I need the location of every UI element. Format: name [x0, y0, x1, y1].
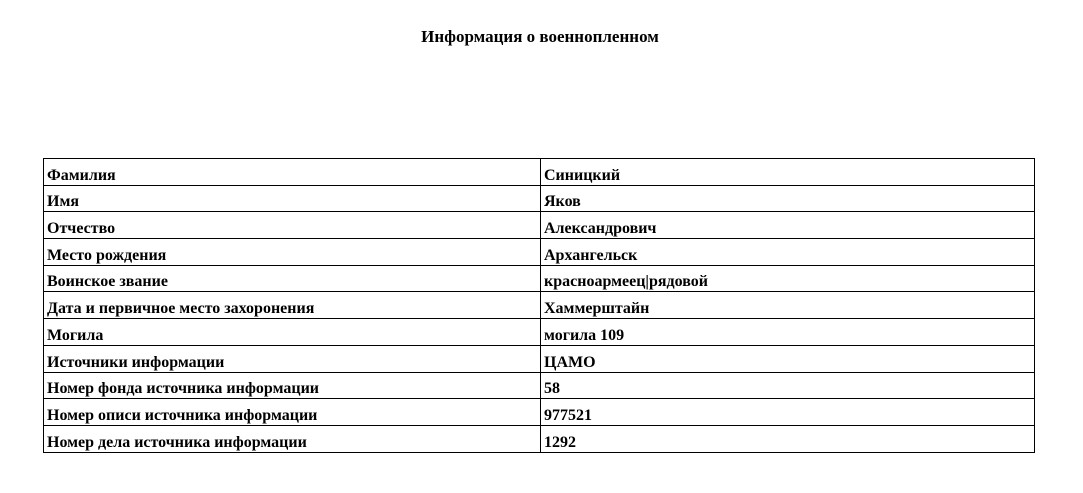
table-row-sources — [44, 345, 1035, 372]
table-row-inventory-number — [44, 399, 1035, 426]
field-value: Синицкий — [541, 159, 1035, 186]
pow-info-table — [43, 158, 1035, 453]
field-value: Хаммерштайн — [541, 292, 1035, 319]
field-value: ЦАМО — [541, 345, 1035, 372]
page-title: Информация о военнопленном — [421, 27, 659, 46]
field-value: 977521 — [541, 399, 1035, 426]
field-label: Имя — [44, 185, 541, 212]
field-label: Могила — [44, 319, 541, 346]
field-label: Номер дела источника информации — [44, 425, 541, 452]
field-value: Яков — [541, 185, 1035, 212]
field-label: Фамилия — [44, 159, 541, 186]
field-label: Воинское звание — [44, 265, 541, 292]
table-row-fond-number — [44, 372, 1035, 399]
field-value: красноармеец|рядовой — [541, 265, 1035, 292]
table-row-birthplace — [44, 239, 1035, 266]
field-label: Место рождения — [44, 239, 541, 266]
field-label: Номер фонда источника информации — [44, 372, 541, 399]
table-row-file-number — [44, 425, 1035, 452]
table-row-military-rank — [44, 265, 1035, 292]
field-label: Номер описи источника информации — [44, 399, 541, 426]
field-value: Архангельск — [541, 239, 1035, 266]
field-value: Александрович — [541, 212, 1035, 239]
field-value: могила 109 — [541, 319, 1035, 346]
field-value: 58 — [541, 372, 1035, 399]
table-row-burial-place — [44, 292, 1035, 319]
field-label: Отчество — [44, 212, 541, 239]
table-row-grave — [44, 319, 1035, 346]
table-row-patronymic — [44, 212, 1035, 239]
field-label: Дата и первичное место захоронения — [44, 292, 541, 319]
table-row-first-name — [44, 185, 1035, 212]
table-row-surname — [44, 159, 1035, 186]
field-value: 1292 — [541, 425, 1035, 452]
field-label: Источники информации — [44, 345, 541, 372]
